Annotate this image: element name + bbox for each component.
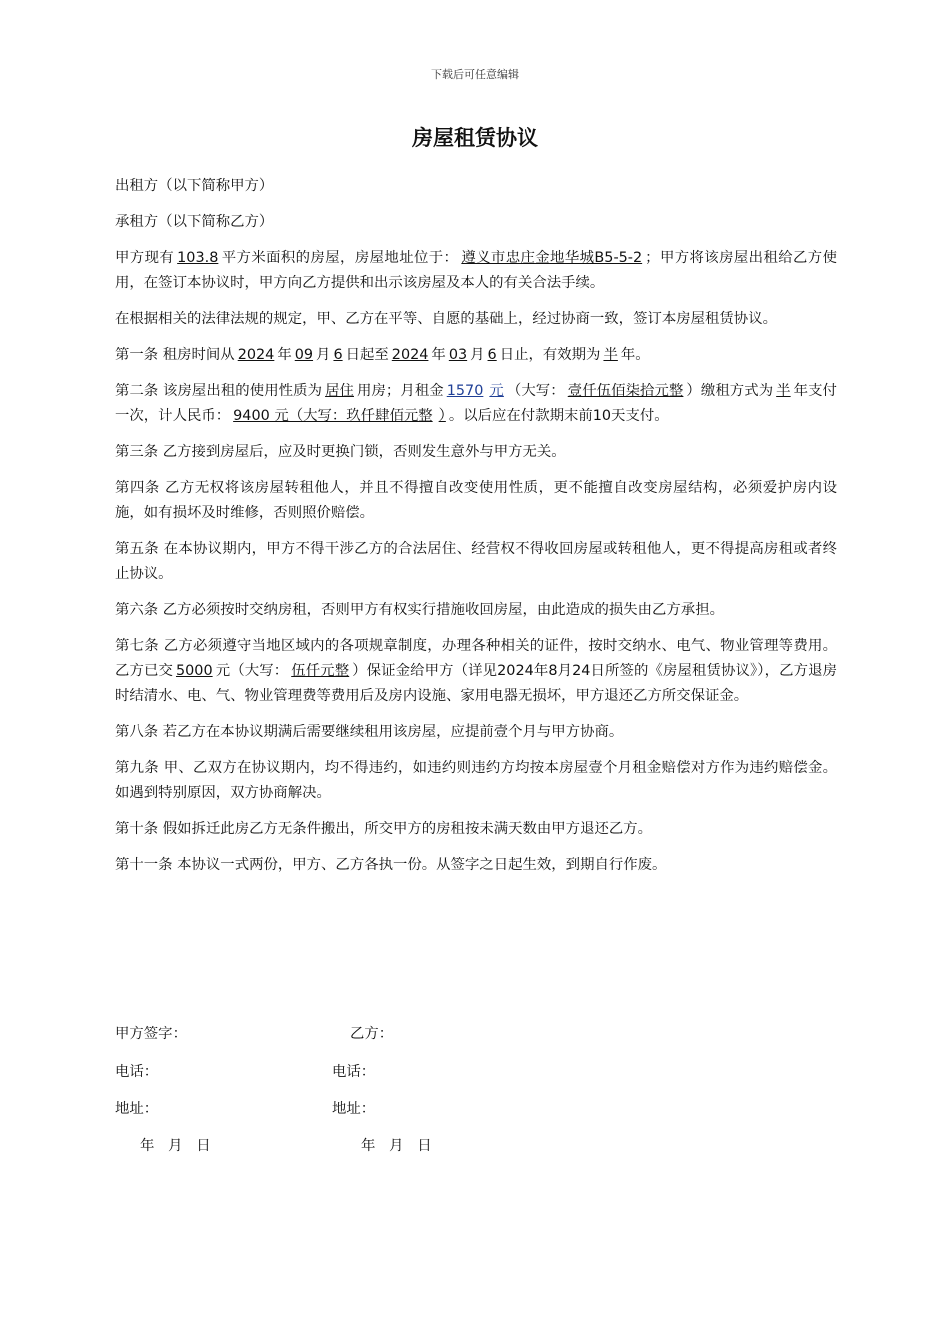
page-header: 下载后可任意编辑 xyxy=(431,68,519,81)
article-9: 第九条 甲、乙双方在协议期内，均不得违约，如违约则违约方均按本房屋壹个月租金赔偿对方作为违约赔偿金。如遇到特别原因，双方协商解决。 xyxy=(115,760,837,801)
area-field: 103.8 xyxy=(177,250,219,266)
duration-field: 半 xyxy=(603,347,618,363)
lessor-line: 出租方（以下简称甲方） xyxy=(115,178,274,194)
start-month-field: 09 xyxy=(294,347,314,363)
article-4: 第四条 乙方无权将该房屋转租他人，并且不得擅自改变使用性质，更不能擅自改变房屋结构，必须爱护房内设施，如有损坏及时维修，否则照价赔偿。 xyxy=(115,480,837,521)
lessee-phone-label: 电话： xyxy=(332,1064,376,1080)
article-10: 第十条 假如拆迁此房乙方无条件搬出，所交甲方的房租按未满天数由甲方退还乙方。 xyxy=(115,821,653,837)
total-field: 9400 元（大写：玖仟肆佰元整 xyxy=(233,408,433,424)
rent-field: 1570 xyxy=(446,383,484,399)
article-8: 第八条 若乙方在本协议期满后需要继续租用该房屋，应提前壹个月与甲方协商。 xyxy=(115,724,624,740)
lessee-date-label: 年 月 日 xyxy=(361,1138,432,1154)
lessor-address-label: 地址： xyxy=(115,1101,159,1117)
basis-paragraph: 在根据相关的法律法规的规定，甲、乙方在平等、自愿的基础上，经过协商一致，签订本房屋租赁协议。 xyxy=(115,311,777,327)
article-5: 第五条 在本协议期内，甲方不得干涉乙方的合法居住、经营权不得收回房屋或转租他人，更不得提高房租或者终止协议。 xyxy=(115,541,837,582)
article-7: 第七条 乙方必须遵守当地区域内的各项规章制度，办理各种相关的证件，按时交纳水、电气、物业管理等费用。乙方已交 5000 元（大写： 伍仟元整 ）保证金给甲方（详见2024年8月24日所签的《房屋租赁协议》），乙方退房时结清水、电、气、物业管理费等费用后及房内设施、家用电器无损坏，甲方退还乙方所交保证金。 xyxy=(115,638,837,704)
deposit-field: 5000 xyxy=(175,663,213,679)
start-year-field: 2024 xyxy=(237,347,275,363)
article-2: 第二条 该房屋出租的使用性质为 居住 用房；月租金 1570 元 （大写： 壹仟伍佰柒拾元整 ）缴租方式为 半 年支付一次，计人民币： 9400 元（大写：玖仟肆佰元整 ） 。以后应在付款期末前10天支付。 xyxy=(115,383,837,424)
pay-cycle-field: 半 xyxy=(776,383,791,399)
lessor-phone-label: 电话： xyxy=(115,1064,159,1080)
article-11: 第十一条 本协议一式两份，甲方、乙方各执一份。从签字之日起生效，到期自行作废。 xyxy=(115,857,667,873)
article-3: 第三条 乙方接到房屋后，应及时更换门锁，否则发生意外与甲方无关。 xyxy=(115,444,566,460)
article-6: 第六条 乙方必须按时交纳房租，否则甲方有权实行措施收回房屋，由此造成的损失由乙方承担。 xyxy=(115,602,724,618)
lessor-date-label: 年 月 日 xyxy=(140,1138,211,1154)
lessee-address-label: 地址： xyxy=(332,1101,376,1117)
lessee-signature-label: 乙方： xyxy=(350,1026,394,1042)
usage-field: 居住 xyxy=(325,383,354,399)
deposit-words-field: 伍仟元整 xyxy=(291,663,350,679)
end-year-field: 2024 xyxy=(391,347,429,363)
intro-paragraph: 甲方现有 103.8 平方米面积的房屋，房屋地址位于： 遵义市忠庄金地华城B5-5-2 ；甲方将该房屋出租给乙方使用，在签订本协议时，甲方向乙方提供和出示该房屋及本人的有关合法手续。 xyxy=(115,250,837,291)
start-day-field: 6 xyxy=(333,347,343,363)
document-body xyxy=(115,174,837,889)
end-day-field: 6 xyxy=(487,347,497,363)
article-1: 第一条 租房时间从 2024 年 09 月 6 日起至 2024 年 03 月 6 日止，有效期为 半 年。 xyxy=(115,347,650,363)
end-month-field: 03 xyxy=(448,347,468,363)
lessor-signature-label: 甲方签字： xyxy=(115,1026,187,1042)
lessee-line: 承租方（以下简称乙方） xyxy=(115,214,274,230)
rent-words-field: 壹仟伍佰柒拾元整 xyxy=(567,383,684,399)
address-field: 遵义市忠庄金地华城B5-5-2 xyxy=(461,250,643,266)
rent-unit: 元 xyxy=(489,383,504,399)
document-title: 房屋租赁协议 xyxy=(412,126,538,150)
